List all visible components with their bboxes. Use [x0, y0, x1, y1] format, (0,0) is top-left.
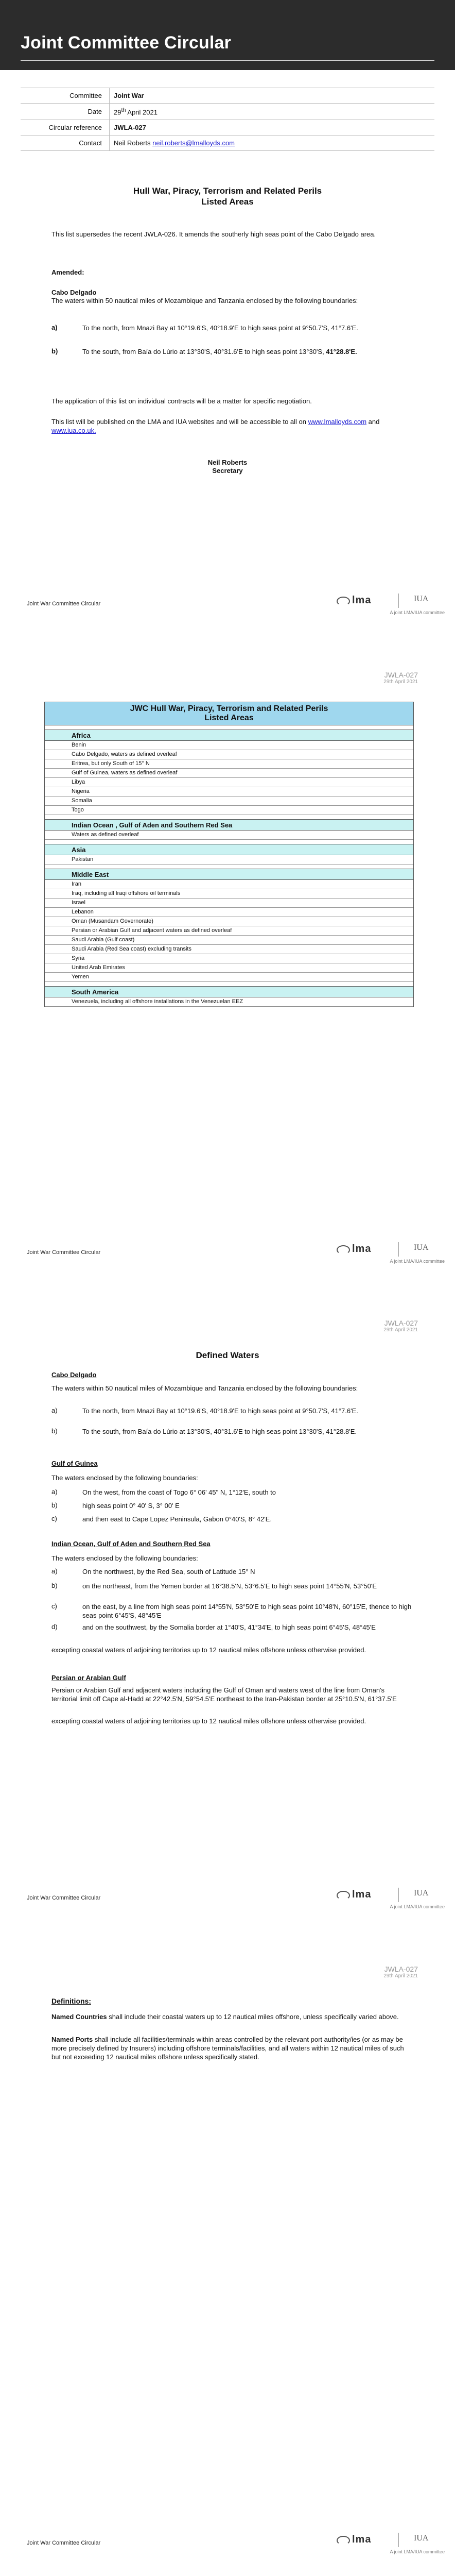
amended-heading: Amended:	[51, 268, 84, 276]
p3-persian-heading: Persian or Arabian Gulf	[51, 1674, 126, 1682]
meta-row-contact	[21, 135, 434, 151]
committee-value: Joint War	[110, 88, 435, 104]
p3-indian-a-text: On the northwest, by the Red Sea, south of Latitude 15° N	[82, 1568, 255, 1575]
cabo-delgado-description: The waters within 50 nautical miles of Mozambique and Tanzania enclosed by the following boundaries:	[51, 297, 358, 304]
cabo-delgado-heading: Cabo Delgado	[51, 289, 97, 296]
item-b-text-plain: To the south, from Baía do Lúrio at 13°30'S, 40°31.6'E to high seas point 13°30'S,	[82, 348, 326, 355]
reference-label: Circular reference	[21, 120, 110, 135]
p3-indian-except: excepting coastal waters of adjoining territories up to 12 nautical miles offshore unless otherwise provided.	[51, 1646, 366, 1654]
footer-label: Joint War Committee Circular	[27, 2540, 101, 2546]
footer-label: Joint War Committee Circular	[27, 1249, 101, 1256]
lma-logo: lma	[352, 595, 372, 606]
lma-logo: lma	[352, 2534, 372, 2545]
reference-value: JWLA-027	[110, 120, 435, 135]
listed-area-row: Iran	[45, 880, 413, 889]
date-value	[110, 104, 435, 120]
p3-cabo-a-marker: a)	[51, 1406, 58, 1414]
p3-indian-d-text: and on the southwest, by the Somalia border at 1°40'S, 41°34'E, to high seas point 6°45'S, 48°45'E	[82, 1623, 376, 1631]
listed-area-row: Yemen	[45, 973, 413, 982]
publish-paragraph	[51, 417, 422, 435]
publish-text: This list will be published on the LMA and IUA websites and will be accessible to all on	[51, 418, 306, 426]
p3-indian-a-marker: a)	[51, 1567, 58, 1575]
logo-divider	[398, 594, 399, 608]
lma-swirl-icon	[337, 1245, 350, 1255]
document-title-line2: Listed Areas	[201, 197, 254, 207]
header-title: Joint Committee Circular	[21, 33, 232, 53]
logo-divider	[398, 2533, 399, 2547]
intro-paragraph: This list supersedes the recent JWLA-026. It amends the southerly high seas point of the Cabo Delgado area.	[51, 230, 376, 238]
listed-area-row: Saudi Arabia (Red Sea coast) excluding transits	[45, 945, 413, 954]
listed-area-row: Nigeria	[45, 787, 413, 796]
signature-block	[21, 459, 434, 475]
footer-subtitle: A joint LMA/IUA committee	[390, 2549, 445, 2554]
listed-areas-title-line1: JWC Hull War, Piracy, Terrorism and Related Perils	[130, 704, 328, 713]
item-a-marker: a)	[51, 324, 58, 331]
meta-row-reference	[21, 120, 434, 135]
region-list-asia	[45, 855, 413, 865]
footer-label: Joint War Committee Circular	[27, 1895, 101, 1901]
iua-logo: IUA	[414, 2534, 429, 2543]
p3-cabo-description: The waters within 50 nautical miles of Mozambique and Tanzania enclosed by the following boundaries:	[51, 1384, 358, 1392]
listed-area-row: Israel	[45, 899, 413, 908]
item-b-text	[82, 347, 422, 356]
footer-subtitle: A joint LMA/IUA committee	[390, 610, 445, 615]
listed-area-row: Togo	[45, 806, 413, 815]
region-list-south-america	[45, 997, 413, 1007]
region-list-middle-east	[45, 880, 413, 982]
document-title-line1: Hull War, Piracy, Terrorism and Related Perils	[133, 186, 322, 196]
p3-indian-heading: Indian Ocean, Gulf of Aden and Southern Red Sea	[51, 1540, 211, 1548]
p3-persian-except: excepting coastal waters of adjoining territories up to 12 nautical miles offshore unless otherwise provided.	[51, 1717, 366, 1725]
p3-cabo-b-text: To the south, from Baía do Lúrio at 13°30'S, 40°31.6'E to high seas point 13°30'S, 41°28.8'E.	[82, 1428, 357, 1435]
iua-logo: IUA	[414, 1889, 429, 1897]
page3-reference: JWLA-027	[384, 1319, 418, 1327]
listed-areas-table	[44, 702, 414, 1007]
publish-and: and	[366, 418, 380, 426]
p3-indian-b-marker: b)	[51, 1582, 58, 1589]
p3-guinea-c-marker: c)	[51, 1515, 57, 1522]
p3-guinea-heading: Gulf of Guinea	[51, 1460, 98, 1467]
page2-date: 29th April 2021	[383, 679, 418, 685]
page-header	[0, 0, 455, 70]
listed-area-row: Iraq, including all Iraqi offshore oil terminals	[45, 889, 413, 899]
defined-waters-title: Defined Waters	[196, 1350, 259, 1360]
region-band-south-america: South America	[45, 986, 413, 997]
named-countries-text: shall include their coastal waters up to 12 nautical miles offshore, unless specifically varied above.	[107, 2013, 399, 2021]
page4-date: 29th April 2021	[383, 1973, 418, 1979]
named-ports-text: shall include all facilities/terminals within areas controlled by the relevant port authority/ies (or as may be more precisely defined by Insurers) including offshore terminals/facilities, and all waters within 12 nautical miles of such but not exceeding 12 nautical miles offshore unless specifically stated.	[51, 2036, 404, 2061]
listed-area-row: Gulf of Guinea, waters as defined overleaf	[45, 769, 413, 778]
logo-divider	[398, 1888, 399, 1902]
date-label: Date	[21, 104, 110, 120]
contact-value	[110, 135, 435, 151]
listed-area-row: Eritrea, but only South of 15° N	[45, 759, 413, 769]
region-list-indian-ocean	[45, 831, 413, 840]
p3-indian-d-marker: d)	[51, 1623, 58, 1631]
p3-guinea-description: The waters enclosed by the following boundaries:	[51, 1474, 198, 1482]
listed-areas-table-title	[45, 702, 413, 725]
listed-area-row: Venezuela, including all offshore installations in the Venezuelan EEZ	[45, 997, 413, 1007]
meta-row-date	[21, 104, 434, 120]
footer-subtitle: A joint LMA/IUA committee	[390, 1904, 445, 1909]
p3-guinea-c-text: and then east to Cape Lopez Peninsula, Gabon 0°40'S, 8° 42'E.	[82, 1515, 272, 1523]
lma-swirl-icon	[337, 2536, 350, 2545]
named-ports-term: Named Ports	[51, 2036, 93, 2043]
footer-logos	[337, 1888, 445, 1910]
listed-areas-title-line2: Listed Areas	[204, 714, 254, 722]
contact-label: Contact	[21, 135, 110, 151]
document-title	[21, 185, 434, 207]
date-day: 29	[114, 108, 121, 116]
footer-subtitle: A joint LMA/IUA committee	[390, 1259, 445, 1264]
lma-website-link[interactable]: www.lmalloyds.com	[308, 418, 367, 426]
meta-row-committee	[21, 88, 434, 104]
listed-area-row: Libya	[45, 778, 413, 787]
iua-website-link[interactable]: www.iua.co.uk.	[51, 427, 96, 434]
p3-indian-b-text: on the northeast, from the Yemen border at 16°38.5'N, 53°6.5'E to high seas point 14°55'N, 53°50'E	[82, 1582, 377, 1590]
region-band-indian-ocean: Indian Ocean , Gulf of Aden and Southern Red Sea	[45, 819, 413, 831]
application-paragraph: The application of this list on individual contracts will be a matter for specific negotiation.	[51, 397, 312, 405]
listed-area-row: Syria	[45, 954, 413, 963]
iua-logo: IUA	[414, 595, 429, 603]
listed-area-row: Lebanon	[45, 908, 413, 917]
lma-logo: lma	[352, 1889, 372, 1900]
committee-label: Committee	[21, 88, 110, 104]
listed-area-row: Saudi Arabia (Gulf coast)	[45, 936, 413, 945]
signer-name: Neil Roberts	[207, 459, 248, 466]
p3-cabo-heading: Cabo Delgado	[51, 1371, 97, 1379]
lma-swirl-icon	[337, 1891, 350, 1900]
iua-logo: IUA	[414, 1243, 429, 1252]
named-countries-term: Named Countries	[51, 2013, 107, 2021]
signer-title: Secretary	[212, 467, 243, 474]
region-band-africa: Africa	[45, 730, 413, 741]
listed-area-row: Cabo Delgado, waters as defined overleaf	[45, 750, 413, 759]
p3-cabo-b-marker: b)	[51, 1427, 58, 1435]
footer-logos	[337, 1242, 445, 1265]
p3-indian-c-marker: c)	[51, 1602, 57, 1610]
listed-area-row: Benin	[45, 741, 413, 750]
region-band-asia: Asia	[45, 844, 413, 855]
lma-swirl-icon	[337, 597, 350, 606]
p3-persian-description: Persian or Arabian Gulf and adjacent waters including the Gulf of Oman and waters west of the line from Oman's territorial limit off Cape al-Hadd at 22°42.5'N, 59°54.5'E northeast to the Iran-Pakistan border at 25°10.5'N, 61°37.5'E	[51, 1686, 397, 1703]
p3-guinea-b-text: high seas point 0° 40' S, 3° 00' E	[82, 1502, 180, 1510]
p3-guinea-a-marker: a)	[51, 1488, 58, 1496]
p3-indian-c-text: on the east, by a line from high seas point 14°55'N, 53°50'E to high seas point 10°48'N, 60°15'E, thence to high seas point 6°45'S, 48°45'E	[82, 1603, 412, 1619]
p3-indian-description: The waters enclosed by the following boundaries:	[51, 1554, 198, 1562]
listed-area-row: Somalia	[45, 796, 413, 806]
page4-reference: JWLA-027	[384, 1965, 418, 1973]
item-b-text-bold: 41°28.8'E.	[326, 348, 357, 355]
listed-area-row: Persian or Arabian Gulf and adjacent waters as defined overleaf	[45, 926, 413, 936]
named-countries-definition	[51, 2012, 412, 2021]
listed-area-row: Waters as defined overleaf	[45, 831, 413, 840]
item-b-marker: b)	[51, 347, 58, 355]
p3-cabo-a-text: To the north, from Mnazi Bay at 10°19.6'S, 40°18.9'E to high seas point at 9°50.7'S, 41°7.6'E.	[82, 1407, 358, 1415]
circular-meta-table	[21, 88, 434, 151]
item-a-text: To the north, from Mnazi Bay at 10°19.6'S, 40°18.9'E to high seas point at 9°50.7'S, 41°7.6'E.	[82, 324, 358, 332]
page3-date: 29th April 2021	[383, 1327, 418, 1333]
logo-divider	[398, 1242, 399, 1257]
footer-label: Joint War Committee Circular	[27, 601, 101, 607]
date-suffix: th	[121, 107, 126, 113]
date-rest: April 2021	[126, 108, 157, 116]
p3-guinea-b-marker: b)	[51, 1501, 58, 1509]
contact-name: Neil Roberts	[114, 139, 151, 147]
region-list-africa	[45, 741, 413, 815]
header-divider	[21, 60, 434, 61]
listed-area-row: Pakistan	[45, 855, 413, 865]
definitions-heading: Definitions:	[51, 1997, 91, 2005]
listed-area-row: United Arab Emirates	[45, 963, 413, 973]
p3-guinea-a-text: On the west, from the coast of Togo 6° 06' 45" N, 1°12'E, south to	[82, 1488, 276, 1496]
listed-area-row: Oman (Musandam Governorate)	[45, 917, 413, 926]
lma-logo: lma	[352, 1243, 372, 1255]
named-ports-definition	[51, 2035, 412, 2061]
footer-logos	[337, 2533, 445, 2555]
contact-email-link[interactable]: neil.roberts@lmalloyds.com	[152, 139, 235, 147]
page2-reference: JWLA-027	[384, 671, 418, 679]
region-band-middle-east: Middle East	[45, 869, 413, 880]
footer-logos	[337, 594, 445, 616]
